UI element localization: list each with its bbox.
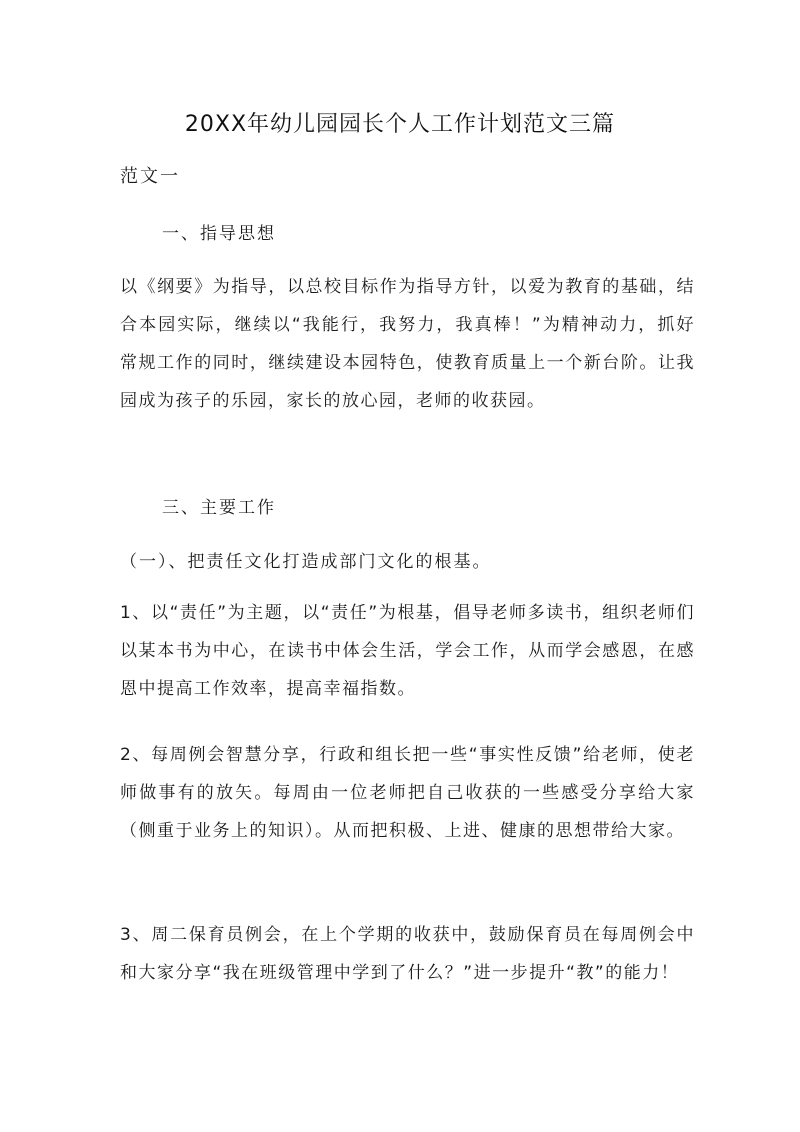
heading-main-work: 三、主要工作 <box>162 498 276 518</box>
list-item-3: 3、周二保育员例会，在上个学期的收获中，鼓励保育员在每周例会中和大家分享“我在班级管理中学到了什么？”进一步提升“教”的能力！ <box>120 925 695 983</box>
list-item-2: 2、每周例会智慧分享，行政和组长把一些“事实性反馈”给老师，使老师做事有的放矢。每周由一位老师把自己收获的一些感受分享给大家（侧重于业务上的知识）。从而把积极、上进、健康的思想带给大家。 <box>120 745 695 841</box>
list-item-1: 1、以“责任”为主题，以“责任”为根基，倡导老师多读书，组织老师们以某本书为中心，在读书中体会生活，学会工作，从而学会感恩，在感恩中提高工作效率，提高幸福指数。 <box>120 603 695 699</box>
document-title: 20XX年幼儿园园长个人工作计划范文三篇 <box>184 112 616 137</box>
section-label: 范文一 <box>120 166 180 187</box>
heading-guiding-ideology: 一、指导思想 <box>162 224 276 244</box>
subheading-responsibility-culture: （一）、把责任文化打造成部门文化的根基。 <box>120 552 492 572</box>
paragraph-guiding-ideology: 以《纲要》为指导，以总校目标作为指导方针，以爱为教育的基础，结合本园实际，继续以“我能行，我努力，我真棒！”为精神动力，抓好常规工作的同时，继续建设本园特色，使教育质量上一个新台阶。让我园成为孩子的乐园，家长的放心园，老师的收获园。 <box>120 277 695 411</box>
